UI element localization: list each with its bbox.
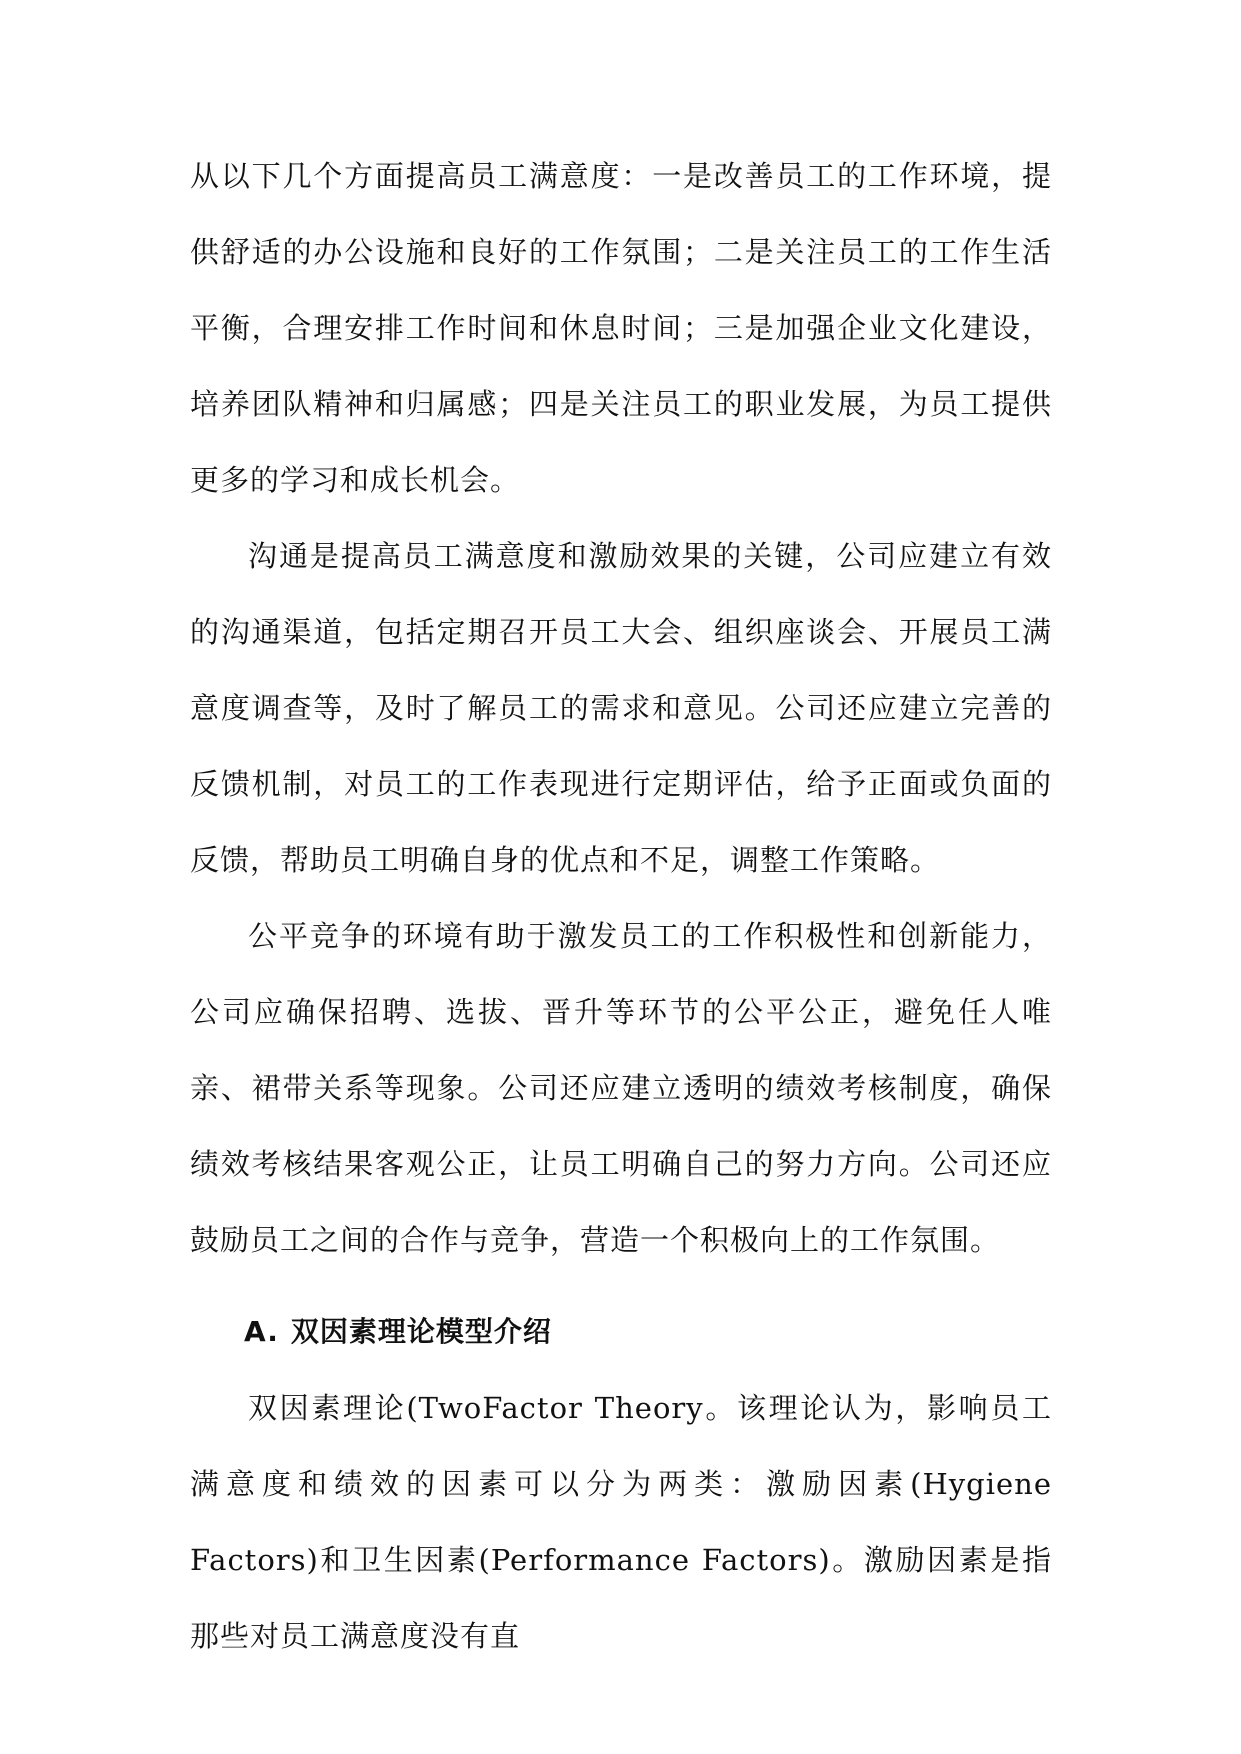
section-heading [190,1294,1052,1370]
paragraph-satisfaction: 从以下几个方面提高员工满意度：一是改善员工的工作环境，提供舒适的办公设施和良好的工作氛围；二是关注员工的工作生活平衡，合理安排工作时间和休息时间；三是加强企业文化建设，培养团队精神和归属感；四是关注员工的职业发展，为员工提供更多的学习和成长机会。 [190,159,1052,497]
section-spacer [190,1278,1052,1294]
section-title: 双因素理论模型介绍 [290,1315,552,1348]
paragraph-fair-competition: 公平竞争的环境有助于激发员工的工作积极性和创新能力，公司应确保招聘、选拔、晋升等环节的公平公正，避免任人唯亲、裙带关系等现象。公司还应建立透明的绩效考核制度，确保绩效考核结果客观公正，让员工明确自己的努力方向。公司还应鼓励员工之间的合作与竞争，营造一个积极向上的工作氛围。 [190,919,1052,1257]
paragraph-two-factor-theory: 双因素理论(TwoFactor Theory。该理论认为，影响员工满意度和绩效的因素可以分为两类：激励因素(Hygiene Factors)和卫生因素(Performance Factors)。激励因素是指那些对员工满意度没有直 [190,1391,1052,1653]
paragraph-communication: 沟通是提高员工满意度和激励效果的关键，公司应建立有效的沟通渠道，包括定期召开员工大会、组织座谈会、开展员工满意度调查等，及时了解员工的需求和意见。公司还应建立完善的反馈机制，对员工的工作表现进行定期评估，给予正面或负面的反馈，帮助员工明确自身的优点和不足，调整工作策略。 [190,539,1052,877]
section-number: A. [244,1315,279,1348]
document-body [190,138,1052,1674]
